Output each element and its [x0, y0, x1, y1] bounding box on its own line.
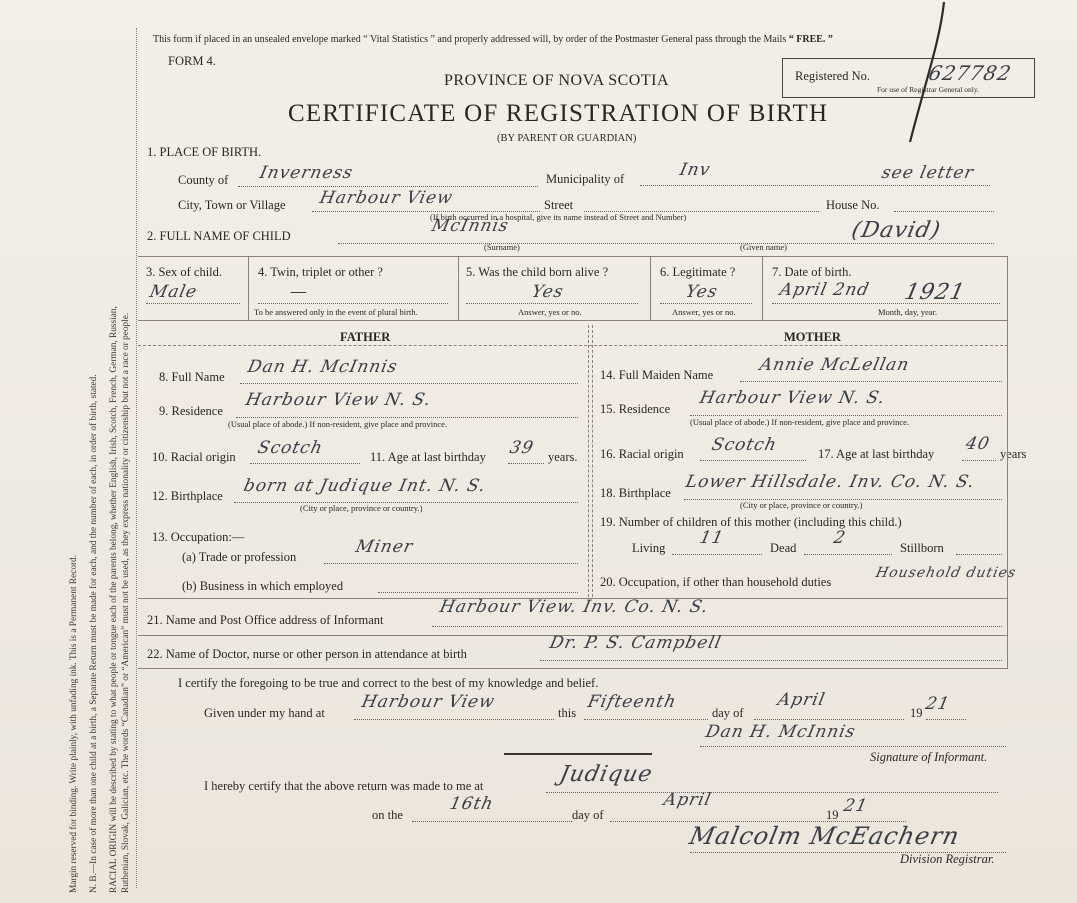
page-title: CERTIFICATE OF REGISTRATION OF BIRTH — [288, 100, 829, 127]
registrar-day-of-label: day of — [572, 808, 604, 822]
county-label: County of — [178, 173, 229, 187]
doctor-label: 22. Name of Doctor, nurse or other person in attendance at birth — [147, 647, 467, 661]
given-place-value: Harbour View — [359, 692, 497, 712]
father-years-label: years. — [548, 450, 578, 464]
signature-caption: Signature of Informant. — [870, 750, 988, 764]
page-subtitle: (BY PARENT OR GUARDIAN) — [497, 133, 637, 144]
given-under-label: Given under my hand at — [204, 706, 325, 720]
trade-label: (a) Trade or profession — [182, 550, 297, 564]
twin-label: 4. Twin, triplet or other ? — [258, 265, 383, 279]
date-of-birth-caption: Month, day, year. — [878, 307, 938, 317]
street-label: Street — [544, 198, 574, 212]
sex-value: Male — [147, 282, 200, 302]
mother-years-label: years — [1000, 447, 1027, 461]
hospital-note: (If birth occurred in a hospital, give its name instead of Street and Number) — [430, 212, 687, 222]
sex-label: 3. Sex of child. — [146, 265, 223, 279]
doctor-value: Dr. P. S. Campbell — [547, 633, 724, 653]
surname-caption: (Surname) — [484, 242, 520, 252]
city-label: City, Town or Village — [178, 198, 286, 212]
cert-year-value: 21 — [923, 694, 952, 714]
registered-value: 627782 — [926, 61, 1014, 85]
mother-occupation-label: 20. Occupation, if other than household duties — [600, 575, 832, 589]
date-of-birth-year: 1921 — [902, 280, 968, 305]
mother-residence-value: Harbour View N. S. — [697, 388, 888, 408]
informant-value: Harbour View. Inv. Co. N. S. — [437, 597, 711, 617]
father-racial-value: Scotch — [255, 438, 325, 458]
children-count-label: 19. Number of children of this mother (including this child.) — [600, 515, 902, 529]
born-alive-value: Yes — [529, 282, 566, 302]
registrar-year-value: 21 — [841, 796, 870, 816]
registrar-signature: Malcolm McEachern — [687, 822, 963, 850]
certification-statement: I certify the foregoing to be true and correct to the best of my knowledge and belief. — [178, 676, 599, 690]
father-name-label: 8. Full Name — [159, 370, 225, 384]
father-birthplace-value: born at Judique Int. N. S. — [241, 476, 488, 496]
county-value: Inverness — [257, 163, 356, 183]
father-racial-label: 10. Racial origin — [152, 450, 236, 464]
mother-residence-caption: (Usual place of abode.) If non-resident, give place and province. — [690, 417, 910, 427]
on-the-label: on the — [372, 808, 403, 822]
born-alive-label: 5. Was the child born alive ? — [466, 265, 609, 279]
father-residence-caption: (Usual place of abode.) If non-resident, give place and province. — [228, 419, 448, 429]
twin-value: — — [287, 282, 311, 302]
margin-note-racial-origin-2: Ruthenian, Slovak, Galician, etc. The words “Canadian” or “American” must not be used, as they express nationality or citizenship but not a race or people. — [121, 312, 131, 893]
place-of-birth-label: 1. PLACE OF BIRTH. — [147, 145, 262, 159]
registrar-use-note: For use of Registrar General only. — [877, 85, 979, 94]
mother-residence-label: 15. Residence — [600, 402, 671, 416]
child-surname-value: McInnis — [429, 216, 511, 236]
mother-occupation-value: Household duties — [874, 565, 1018, 581]
child-name-label: 2. FULL NAME OF CHILD — [147, 229, 291, 243]
informant-signature: Dan H. McInnis — [703, 722, 858, 742]
father-heading: FATHER — [340, 330, 391, 344]
house-number-label: House No. — [826, 198, 880, 212]
mother-name-label: 14. Full Maiden Name — [600, 368, 714, 382]
registered-label: Registered No. — [795, 69, 870, 83]
day-of-label: day of — [712, 706, 744, 720]
mother-birthplace-caption: (City or place, province or country.) — [740, 500, 863, 510]
twin-caption: To be answered only in the event of plural birth. — [254, 307, 418, 317]
municipality-value: Inv — [677, 160, 713, 180]
margin-note-racial-origin-1: RACIAL ORIGIN will be described by stating to what people or tongue each of the parents belong, whether English, Irish, Scotch, French, German, Russian, — [109, 306, 119, 893]
margin-note-binding: Margin reserved for binding. Write plainly, with unfading ink. This is a Permanent Record. — [69, 554, 79, 893]
father-name-value: Dan H. McInnis — [245, 357, 400, 377]
mother-name-value: Annie McLellan — [757, 355, 912, 375]
father-residence-label: 9. Residence — [159, 404, 223, 418]
father-residence-value: Harbour View N. S. — [243, 390, 434, 410]
mother-birthplace-label: 18. Birthplace — [600, 486, 671, 500]
informant-label: 21. Name and Post Office address of Informant — [147, 613, 384, 627]
stillborn-label: Stillborn — [900, 541, 944, 555]
cert-year-prefix: 19 — [910, 706, 923, 720]
mother-racial-value: Scotch — [709, 435, 779, 455]
living-value: 11 — [697, 528, 726, 548]
registrar-statement: I hereby certify that the above return was made to me at — [204, 779, 484, 793]
given-name-caption: (Given name) — [740, 242, 787, 252]
mother-birthplace-value: Lower Hillsdale. Inv. Co. N. S. — [683, 472, 977, 492]
mother-racial-label: 16. Racial origin — [600, 447, 684, 461]
child-given-name-value: (David) — [849, 218, 944, 243]
business-label: (b) Business in which employed — [182, 579, 344, 593]
pencil-check-mark — [896, 0, 956, 150]
father-age-label: 11. Age at last birthday — [370, 450, 486, 464]
father-occupation-label: 13. Occupation:— — [152, 530, 245, 544]
registrar-month-value: April — [661, 790, 714, 810]
municipality-label: Municipality of — [546, 172, 625, 186]
postal-notice: This form if placed in an unsealed envelope marked “ Vital Statistics ” and properly addressed will, by order of the Postmaster General pass through the Mails “ FREE. ” — [153, 34, 833, 45]
living-label: Living — [632, 541, 666, 555]
date-of-birth-label: 7. Date of birth. — [772, 265, 852, 279]
mother-age-label: 17. Age at last birthday — [818, 447, 935, 461]
this-day-value: Fifteenth — [585, 692, 679, 712]
dead-value: 2 — [831, 528, 848, 548]
dead-label: Dead — [770, 541, 797, 555]
legitimate-label: 6. Legitimate ? — [660, 265, 736, 279]
see-letter-note: see letter — [879, 163, 976, 183]
mother-age-value: 40 — [963, 434, 992, 454]
father-birthplace-label: 12. Birthplace — [152, 489, 223, 503]
registrar-year-prefix: 19 — [826, 808, 839, 822]
mother-heading: MOTHER — [784, 330, 841, 344]
cert-month-value: April — [775, 690, 828, 710]
registrar-place-value: Judique — [557, 762, 656, 787]
registrar-caption: Division Registrar. — [900, 852, 995, 866]
legitimate-value: Yes — [683, 282, 720, 302]
city-value: Harbour View — [317, 188, 455, 208]
trade-value: Miner — [353, 537, 416, 557]
this-label: this — [558, 706, 577, 720]
born-alive-caption: Answer, yes or no. — [518, 307, 582, 317]
father-birthplace-caption: (City or place, province or country.) — [300, 503, 423, 513]
margin-note-multiple-births: N. B.—In case of more than one child at a birth, a Separate Return must be made for each, and the number of each, in order of birth, stated. — [89, 374, 99, 893]
legitimate-caption: Answer, yes or no. — [672, 307, 736, 317]
father-age-value: 39 — [507, 438, 536, 458]
province-heading: PROVINCE OF NOVA SCOTIA — [444, 72, 670, 89]
date-of-birth-value: April 2nd — [777, 280, 872, 300]
registrar-day-value: 16th — [447, 794, 496, 814]
form-number: FORM 4. — [168, 54, 216, 68]
